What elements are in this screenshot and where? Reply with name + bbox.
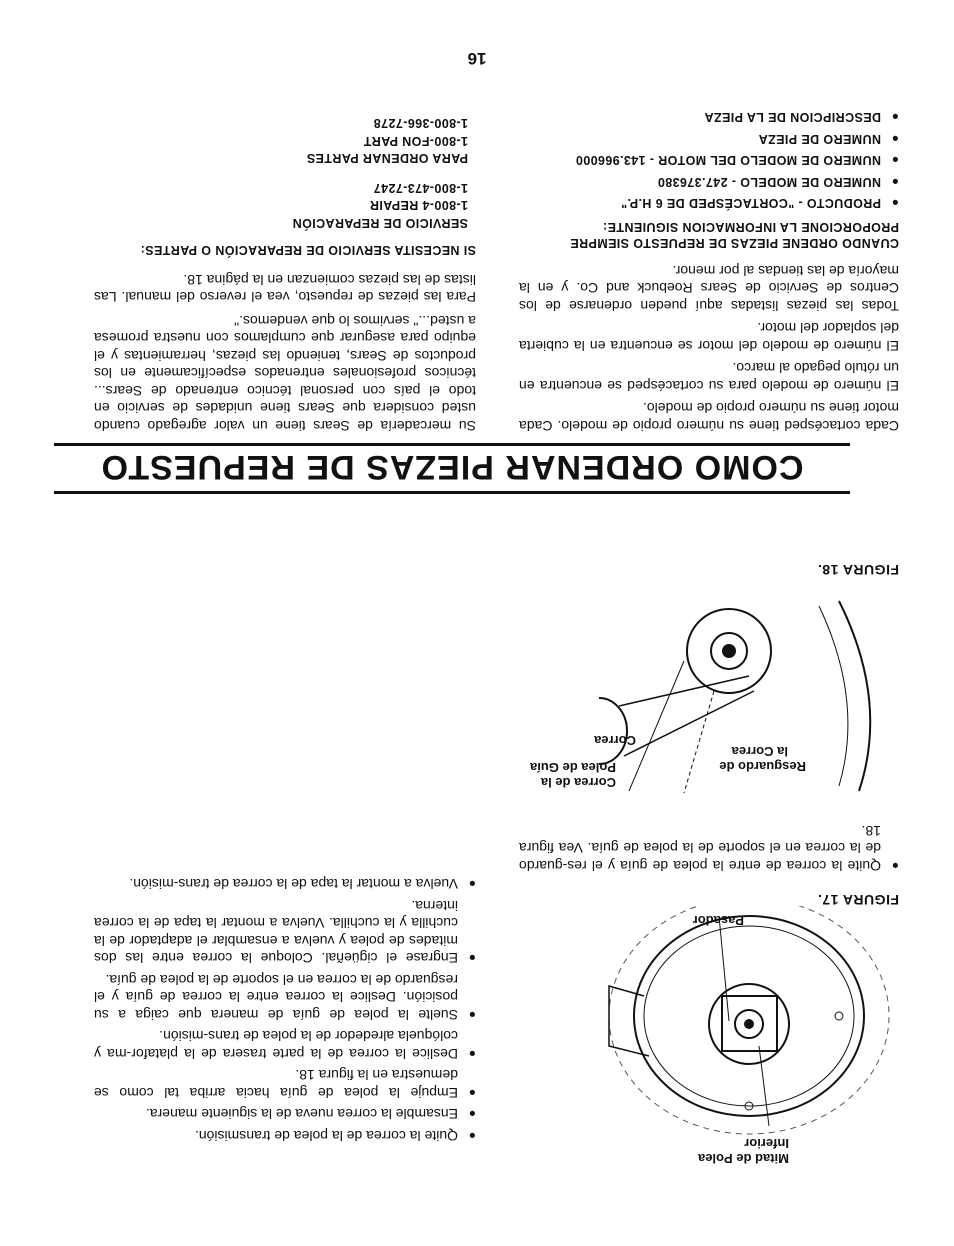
bullet-text: Deslice la correa de la parte trasera de la platafor-ma y colóquela alrededor de la polea de trans-misión. bbox=[94, 1028, 458, 1062]
order-item bbox=[519, 194, 899, 212]
paragraph: El número de modelo del motor se encuentra en la cubierta del soplador del motor. bbox=[519, 320, 899, 354]
bullet-item bbox=[94, 1066, 476, 1101]
bullet-item bbox=[94, 1127, 476, 1145]
figure-17-caption: FIGURA 17. bbox=[817, 892, 899, 908]
label-polea-de-guia: Polea de Guía bbox=[530, 760, 616, 775]
label-correa: Correa bbox=[594, 733, 636, 748]
bullet-icon: ● bbox=[891, 110, 899, 125]
order-item-text: NUMERO DE PIEZA bbox=[758, 132, 881, 146]
bullet-item bbox=[94, 1027, 476, 1062]
figure-18-caption: FIGURA 18. bbox=[817, 562, 899, 578]
bullet-item bbox=[94, 1105, 476, 1123]
bullet-icon: ● bbox=[468, 1107, 476, 1122]
order-item bbox=[519, 151, 899, 169]
bullet-icon: ● bbox=[891, 132, 899, 146]
section-left-text bbox=[519, 104, 899, 434]
repair-phone-number: 1-800-473-7247 bbox=[373, 181, 468, 195]
label-correa-de-la: Correa de la bbox=[540, 775, 616, 790]
bullet-text: Empuje la polea de guía hacia arriba tal como se demuestra en la figura 18. bbox=[94, 1067, 458, 1101]
bullet-text: Vuelva a montar la tapa de la correa de trans-misión. bbox=[129, 876, 458, 893]
repair-subheading: SERVICIO DE REPARACIÓN bbox=[292, 216, 468, 230]
title-rule-bottom bbox=[54, 443, 850, 446]
order-item bbox=[519, 130, 899, 148]
callout-correa-de-la-polea bbox=[530, 760, 616, 790]
bullet-icon: ● bbox=[891, 153, 899, 168]
parts-phone-letters: 1-800-FON PART bbox=[363, 134, 468, 148]
parts-phone-number: 1-800-366-7278 bbox=[373, 116, 468, 131]
bullet-icon: ● bbox=[468, 951, 476, 966]
title-rule-top bbox=[54, 491, 850, 494]
order-item-text: DESCRIPCION DE LA PIEZA bbox=[704, 110, 881, 125]
repair-heading: SI NECESITA SERVICIO DE REPARACIÓN O PARTES: bbox=[140, 243, 476, 258]
bullet-text: Suelte la polea de guía de manera que caiga a su posición. Deslice la correa entre la correa de guía y el resguardo de la correa en el soporte de la polea de guía. bbox=[94, 972, 458, 1023]
bullet-item bbox=[519, 822, 899, 875]
bullet-icon: ● bbox=[468, 1129, 476, 1143]
bullet-item bbox=[94, 897, 476, 967]
paragraph: Todas las piezas listadas aquí pueden ordenarse de los Centros de Servicio de Sears Roebuck and Co. y en la mayoría de las tiendas al por menor. bbox=[519, 263, 899, 314]
order-heading: CUANDO ORDENE PIEZAS DE REPUESTO SIEMPRE PROPORCIONE LA INFORMACION SIGUIENTE: bbox=[569, 220, 899, 251]
page-number: 16 bbox=[467, 49, 487, 68]
bullet-item bbox=[94, 875, 476, 893]
section-title: COMO ORDENAR PIEZAS DE REPUESTO bbox=[100, 448, 804, 486]
order-item bbox=[519, 108, 899, 126]
bullet-icon: ● bbox=[891, 175, 899, 189]
parts-subheading: PARA ORDENAR PARTES bbox=[306, 151, 468, 166]
bullet-item bbox=[94, 971, 476, 1024]
left-column-bullets bbox=[94, 871, 476, 1144]
order-item-text: PRODUCTO - "CORTACÉSPED DE 6 H.P." bbox=[620, 196, 881, 211]
section-right-text bbox=[94, 114, 476, 434]
bullet-text: Quite la correa de la polea de transmisión. bbox=[194, 1128, 458, 1144]
right-column-bullet bbox=[519, 818, 899, 875]
label-inferior: Inferior bbox=[744, 1136, 789, 1151]
bullet-icon: ● bbox=[468, 1008, 476, 1022]
repair-phone-letters: 1-800-4 REPAIR bbox=[369, 198, 468, 213]
bullet-icon: ● bbox=[891, 859, 899, 873]
order-item-text: NUMERO DE MODELO - 247.376380 bbox=[657, 175, 881, 189]
paragraph: Para las piezas de repuesto, vea el reverso del manual. Las listas de las piezas comienzan en la página 18. bbox=[94, 272, 476, 306]
order-item-text: NUMERO DE MODELO DEL MOTOR - 143.966000 bbox=[575, 153, 881, 168]
bullet-icon: ● bbox=[468, 877, 476, 892]
paragraph: Cada cortacésped tiene su número propio de modelo. Cada motor tiene su número propio de modelo. bbox=[519, 400, 899, 434]
bullet-text: Quite la correa de entre la polea de guía y el res-guardo de la correa en el soporte de la polea de guía. Vea figura 18. bbox=[519, 823, 881, 874]
contact-block bbox=[94, 114, 476, 231]
label-resguardo-de: Resguardo de bbox=[719, 759, 806, 774]
bullet-icon: ● bbox=[891, 196, 899, 211]
label-pasador: Pasador bbox=[692, 913, 744, 928]
bullet-icon: ● bbox=[468, 1047, 476, 1061]
paragraph: El número de modelo para su cortacésped se encuentra en un rótulo pegado al marco. bbox=[519, 360, 899, 394]
callout-resguardo bbox=[719, 744, 806, 774]
label-mitad-de-polea: Mitad de Polea bbox=[697, 1151, 789, 1166]
paragraph: Su mercadería de Sears tiene un valor agregado cuando usted considera que Sears tiene unidades de servicio en todo el país con personal técnico entrenado de Sears... técnicos profesionales entrenados específicamente en los productos de Sears, teniendo las piezas, herramientas y el equipo para asegurar que cumplamos con nuestra promesa a usted..." servimos lo que vendemos." bbox=[94, 313, 476, 434]
order-item bbox=[519, 173, 899, 191]
bullet-icon: ● bbox=[468, 1086, 476, 1100]
callout-mitad-de-polea bbox=[698, 1136, 789, 1166]
bullet-text: Ensamble la correa nueva de la siguiente manera. bbox=[145, 1106, 458, 1123]
figure-17-illustration bbox=[599, 906, 899, 1146]
bullet-text: Engrase el cigüeñal. Coloque la correa entre las dos mitades de polea y vuelva a ensamblar el adaptador de la cuchilla y la cuchilla. Vuelva a montar la tapa de la correa interna. bbox=[94, 898, 458, 967]
label-la-correa: la Correa bbox=[731, 744, 788, 759]
